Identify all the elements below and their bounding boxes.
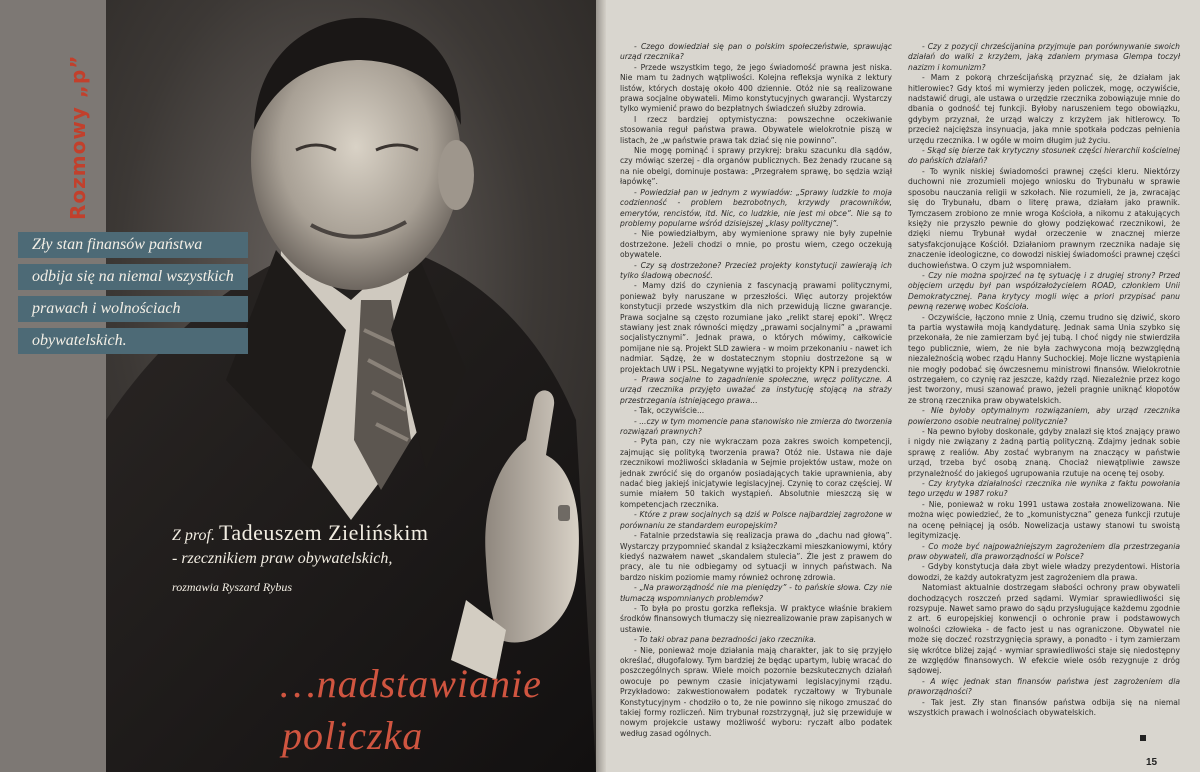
pull-quote-line: prawach i wolnościach xyxy=(18,296,248,322)
interview-question: - Prawa socjalne to zagadnienie społeczne, wręcz polityczne. A urząd rzecznika przyjęto uważać za instytucję stojącą na straży przestrzegania istniejącego prawa... xyxy=(620,375,892,405)
interview-answer: - Nie, ponieważ w roku 1991 ustawa została znowelizowana. Nie można więc powiedzieć, że to „komunistyczna” geneza funkcji rzutuje na ocenę pełniącej ją osób. Nowelizacja ustawy stanowi tu swoistą legitymizację. xyxy=(908,499,1180,541)
interview-question: - Czy krytyka działalności rzecznika nie wynika z faktu powołania tego urzędu w 1987 roku? xyxy=(908,479,1180,499)
section-tag xyxy=(66,40,96,220)
interview-question: - Nie byłoby optymalnym rozwiązaniem, aby urząd rzecznika powierzono osobie neutralnej politycznie? xyxy=(908,406,1180,426)
interview-answer: - Nie powiedziałbym, aby wymienione sprawy nie były zupełnie dostrzeżone. Jeżeli chodzi o mnie, po prostu wiem, czego oczekują obywatele. xyxy=(620,229,892,260)
interview-answer: - To była po prostu gorzka refleksja. W praktyce właśnie brakiem środków finansowych tłumaczy się niezrealizowanie praw zapisanych w ustawie. xyxy=(620,603,892,634)
interview-answer: - Pyta pan, czy nie wykraczam poza zakres swoich kompetencji, zajmując się polityką tworzenia prawa? Otóż nie. Ustawa nie daje rzecznikowi możliwości składania w Sejmie projektów ustaw, może on jednak zwrócić się do organów posiadających takie uprawnienia, aby nadać bieg jakiejś inicjatywie legislacyjnej. Czynię to coraz częściej. W sumie miałem 50 takich wystąpień. Absolutnie mieszczą się w kompetencjach rzecznika. xyxy=(620,437,892,509)
interview-question: - Czego dowiedział się pan o polskim społeczeństwie, sprawując urząd rzecznika? xyxy=(620,42,892,62)
interview-answer: - Nie, ponieważ moje działania mają charakter, jak to się przyjęło określać, długofalowy. Tym bardziej że będąc upartym, lubię wracać do poszczególnych spraw. Wiele moich pozornie bezskutecznych działań owocuje po pewnym czasie inicjatywami legislacyjnymi rządu. Przykładowo: zakwestionowałem podatek ryczałtowy w Trybunale Konstytucyjnym - chodziło o to, że nie powinno się nikogo zmuszać do takiej formy rozliczeń. Nim trybunał rozstrzygnął, już się przewiduje w nowym projekcie ustawy możliwość wyboru: ryczałt albo podatek według zasad ogólnych. xyxy=(620,645,892,738)
interview-answer: - Fatalnie przedstawia się realizacja prawa do „dachu nad głową”. Wystarczy przypomnieć skandal z książeczkami mieszkaniowymi, który kiedyś nazwałem nawet „skandalem stulecia”. Źle jest z prawem do pracy, ale tu nie odbiegamy od sytuacji w innych państwach. Na bardzo niskim poziomie mamy również ochronę zdrowia. xyxy=(620,531,892,582)
section-tag-label: Rozmowy „p” xyxy=(66,54,90,220)
page-gutter xyxy=(596,0,606,772)
interview-answer: - Mamy dziś do czynienia z fascynacją prawami politycznymi, ponieważ były naruszane w przeszłości. Więc autorzy projektów konstytucji przede wszystkim dla nich przewidują liczne gwarancje. Prawa socjalne są często rozumiane jako „relikt starej epoki”. Wręcz stawiany jest znak równości między „prawami socjalnymi” a „prawami socjalistycznymi”. Jednak prawa, o których mówimy, całkowicie pomijane nie są. Projekt SLD zawiera - w moim przekonaniu - nawet ich nadmiar. Sądzę, że w dostatecznym stopniu dostrzeżone są w projektach UW i PSL. Negatywne wyjątki to projekty KPN i prezydencki. xyxy=(620,281,892,374)
interview-answer: Nie mogę pominąć i sprawy przykrej: braku szacunku dla sądów, czy mówiąc szerzej - dla organów publicznych. Bez żenady rzucane są na nie obelgi, dominuje postawa: „Przegrałem sprawę, bo sędzia wziął łapówkę”. xyxy=(620,146,892,187)
byline-name: Tadeuszem Zielińskim xyxy=(218,520,429,545)
interview-answer: - Gdyby konstytucja dała zbyt wiele władzy prezydentowi. Historia dowodzi, że każdy autokratyzm jest zagrożeniem dla prawa. xyxy=(908,562,1180,582)
interview-question: - Czy są dostrzeżone? Przecież projekty konstytucji zawierają ich tylko śladową obecność. xyxy=(620,260,892,280)
text-column-1 xyxy=(620,42,892,739)
interview-answer: Natomiast aktualnie dostrzegam słabości ochrony praw obywateli dochodzących roszczeń przed sądami. Wymiar sprawiedliwości się rozsypuje. Nawet samo prawo do sądu przysługujące każdemu zgodnie z art. 6 europejskiej konwencji o ochronie praw i podstawowych wolności człowieka - de facto jest u nas ograniczone. Obywatel nie może się doczeć rozstrzygnięcia sprawy, a ponadto - i tym zamierzam się wkrótce bliżej zająć - wymiar sprawiedliwości staje się niedostępny ze względów finansowych. W efekcie wiele osób rezygnuje z dróg sądowej. xyxy=(908,583,1180,676)
interview-question: - Co może być najpoważniejszym zagrożeniem dla przestrzegania praw obywateli, dla praworządności w Polsce? xyxy=(908,541,1180,561)
interview-question: - Powiedział pan w jednym z wywiadów: „Sprawy ludzkie to moja codzienność - problem bezrobotnych, krzywdy pracowników, emerytów, rencistów, itd. Nic, co ludzkie, nie jest mi obce”. Nie są to problemy popularne wśród dzisiejszej „klasy politycznej”. xyxy=(620,187,892,228)
interview-question: - Czy z pozycji chrześcijanina przyjmuje pan porównywanie swoich działań do walki z krzyżem, jaką zdaniem prymasa Glempa toczył nazizm i komunizm? xyxy=(908,42,1180,72)
interview-question: - Skąd się bierze tak krytyczny stosunek części hierarchii kościelnej do pańskich działań? xyxy=(908,146,1180,166)
byline xyxy=(172,520,592,595)
interview-question: - Czy nie można spojrzeć na tę sytuację i z drugiej strony? Przed objęciem urzędu był pan współzałożycielem ROAD, członkiem Unii Demokratycznej. Pana krytycy mogli więc a priori przypisać panu pewną rezerwę wobec Kościoła. xyxy=(908,270,1180,312)
interview-answer: - Przede wszystkim tego, że jego świadomość prawna jest niska. Nie mam tu żadnych wątpliwości. Kolejna refleksja wynika z lektury listów, których dostaję około 400 dziennie. Otóż nie są realizowane prawa socjalne obywateli. Mimo konstytucyjnych gwarancji. Wystarczy tylko wymienić prawo do bezpłatnych świadczeń służby zdrowia. xyxy=(620,62,892,114)
page-number: 15 xyxy=(1146,757,1158,768)
interview-answer: - Tak, oczywiście... xyxy=(634,406,705,416)
interview-answer: I rzecz bardziej optymistyczna: powszechne oczekiwanie stosowania reguł państwa prawa. Obywatele wielokrotnie piszą w listach, że „w państwie prawa tak dziać się nie powinno”. xyxy=(620,114,892,145)
byline-prefix: Z prof. xyxy=(172,527,215,544)
left-page xyxy=(0,0,596,772)
headline-line-1: …nadstawianie xyxy=(280,661,542,706)
interview-question: - Które z praw socjalnych są dziś w Polsce najbardziej zagrożone w porównaniu ze standardem europejskim? xyxy=(620,510,892,530)
interview-answer: - To wynik niskiej świadomości prawnej części kleru. Niektórzy duchowni nie zrozumieli mojego wniosku do Trybunału w sprawie sposobu nauczania religii w szkołach. Nie rozumieli, że ja, zwracając się do Trybunału, dbam o literę prawa, działam jako prawnik. Tymczasem zrobiono ze mnie wroga Kościoła, a nikomu z atakujących księży nie przyszło pewnie do głowy podziękować rzecznikowi, że dzięki niemu Trybunał wydał orzeczenie w znacznej mierze satysfakcjonujące Kościół. Działaniom prawnym rzecznika nadaje się znaczenie ideologiczne, co dowodzi niskiej świadomości prawnej części duchowieństwa. O czym już wspomniałem. xyxy=(908,166,1180,270)
interview-answer: - Oczywiście, łączono mnie z Unią, czemu trudno się dziwić, skoro ta partia wystawiła moją kandydaturę. Jednak sama Unia szybko się przekonała, że nie zamierzam być jej tubą. I choć nigdy nie stwierdziła tego publicznie, wiem, że nie była zachwycona moją bezwzględną niezależnością wobec rządu Hanny Suchockiej. Moje liczne wystąpienia nie mogły podobać się ówczesnemu ministrowi finansów. Wielokrotnie ostrzegałem, co czynię raz jeszcze, każdy rząd. Niezależnie przez kogo jest tworzony, musi szanować prawo, jeżeli pragnie uniknąć kłopotów ze stroną rzecznika praw obywatelskich. xyxy=(908,312,1180,405)
interview-answer: - Na pewno byłoby doskonale, gdyby znalazł się ktoś znający prawo i nigdy nie związany z żadną partią polityczną. Zdajmy jednak sobie sprawę z realiów. Aby zostać wybranym na znaczący w państwie urząd, trzeba być osobą znaną. Chociaż niewątpliwie zawsze przynależność do jakiegoś ugrupowania rzutuje na ocenę tej osoby. xyxy=(908,427,1180,478)
interview-question: - A więc jednak stan finansów państwa jest zagrożeniem dla praworządności? xyxy=(908,676,1180,697)
pull-quote-line: Zły stan finansów państwa xyxy=(18,232,248,258)
byline-role: - rzecznikiem praw obywatelskich, xyxy=(172,550,393,567)
pull-quote-line: obywatelskich. xyxy=(18,328,248,354)
text-column-2 xyxy=(908,42,1180,718)
portrait-photo xyxy=(106,0,596,772)
interview-question: - To taki obraz pana bezradności jako rzecznika. xyxy=(634,635,817,645)
interview-answer: - Tak jest. Zły stan finansów państwa odbija się na niemal wszystkich prawach i wolnościach obywatelskich. xyxy=(908,697,1180,717)
end-of-article-mark xyxy=(1140,735,1146,741)
headline-line-2: policzka xyxy=(282,713,424,758)
byline-interviewer: rozmawia Ryszard Rybus xyxy=(172,580,293,594)
interview-answer: - Mam z pokorą chrześcijańską przyznać się, że działam jak hitlerowiec? Gdy ktoś mi wymierzy jeden policzek, mogę, oczywiście, nadstawić drugi, ale ustawa o urzędzie rzecznika zobowiązuje mnie do dbania o godność tej funkcji. Byłoby naruszeniem tego obowiązku, gdybym przyznał, że urząd walczy z krzyżem jak hitlerowcy. To przecież najcięższa insynuacja, jaka mnie spotkała podczas pełnienia urzędu rzecznika. I w ogóle w moim długim już życiu. xyxy=(908,73,1180,145)
pull-quote-line: odbija się na niemal wszystkich xyxy=(18,264,248,290)
right-page xyxy=(606,0,1200,772)
interview-question: - „Na praworządność nie ma pieniędzy” - to pańskie słowa. Czy nie tłumaczą wspomnianych problemów? xyxy=(620,583,892,603)
interview-question: - ...czy w tym momencie pana stanowisko nie zmierza do tworzenia rozwiązań prawnych? xyxy=(620,416,892,437)
